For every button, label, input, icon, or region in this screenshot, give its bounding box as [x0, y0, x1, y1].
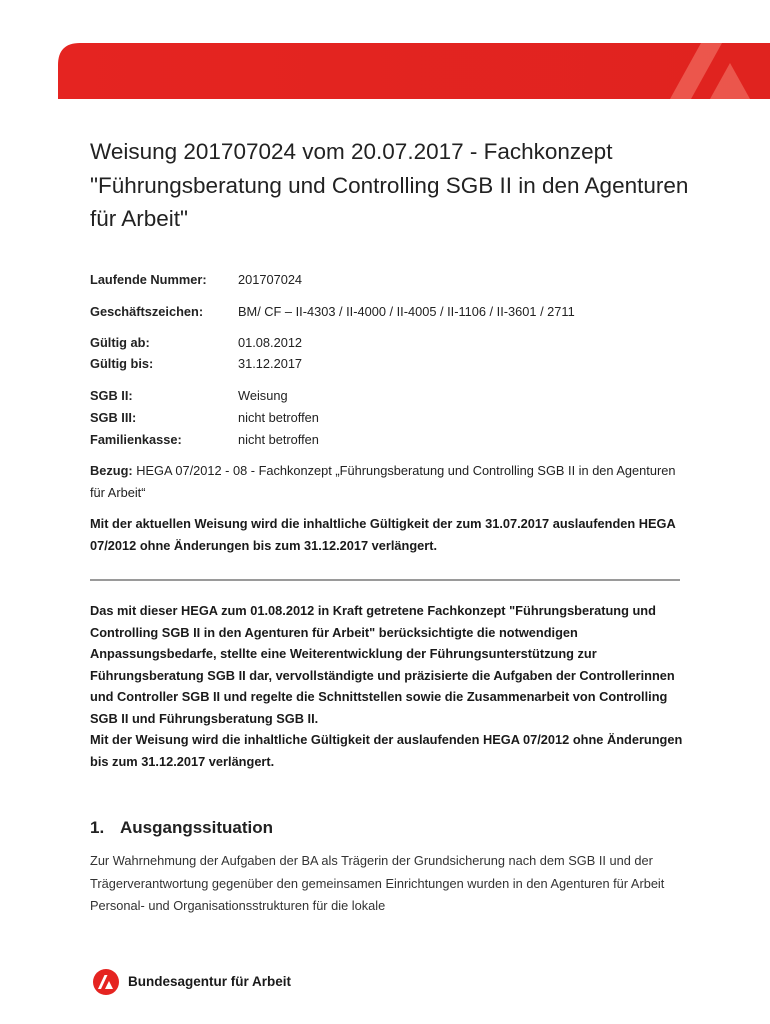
validity-note: Mit der aktuellen Weisung wird die inhaltliche Gültigkeit der zum 31.07.2017 auslaufenden HEGA 07/2012 ohne Änderungen bis zum 31.12.2017 verlängert. — [90, 516, 676, 553]
meta-value: 31.12.2017 — [238, 356, 303, 371]
bezug-text: HEGA 07/2012 - 08 - Fachkonzept „Führungsberatung und Controlling SGB II in den Agenturen für Arbeit“ — [90, 463, 676, 500]
section-heading — [90, 818, 273, 838]
meta-label: Familienkasse: — [90, 432, 182, 447]
brand-name: Bundesagentur für Arbeit — [128, 974, 292, 989]
meta-label: Gültig bis: — [90, 356, 154, 371]
meta-value: Weisung — [238, 388, 288, 403]
summary-paragraph: Das mit dieser HEGA zum 01.08.2012 in Kraft getretene Fachkonzept "Führungsberatung und Controlling SGB II in den Agenturen für Arbeit" berücksichtigte die notwendigen Anpassungsbedarfe, stellte eine Weiterentwicklung der Führungsunterstützung zur Führungsberatung SGB II dar, vervollständigte und präzisierte die Aufgaben der Controllerinnen und Controller SGB II und regelte die Schnittstellen sowie die Zusammenarbeit von Controlling SGB II und Führungsberatung SGB II. — [90, 603, 675, 726]
meta-value: nicht betroffen — [238, 410, 319, 425]
meta-label: Laufende Nummer: — [90, 272, 207, 287]
meta-label: SGB II: — [90, 388, 133, 403]
meta-value: nicht betroffen — [238, 432, 319, 447]
meta-label: Gültig ab: — [90, 335, 150, 350]
meta-value: 01.08.2012 — [238, 335, 303, 350]
summary-paragraph: Mit der Weisung wird die inhaltliche Gültigkeit der auslaufenden HEGA 07/2012 ohne Änderungen bis zum 31.12.2017 verlängert. — [90, 732, 683, 769]
section-number: 1. — [90, 818, 105, 837]
section-title: Ausgangssituation — [120, 818, 274, 837]
meta-label: SGB III: — [90, 410, 137, 425]
header-banner — [58, 43, 770, 99]
footer-logo — [92, 968, 352, 998]
meta-value: BM/ CF – II-4303 / II-4000 / II-4005 / II-1106 / II-3601 / 2711 — [238, 304, 575, 319]
ba-logo-icon — [92, 968, 120, 996]
meta-label: Geschäftszeichen: — [90, 304, 204, 319]
bezug-reference — [90, 460, 690, 504]
section-divider — [90, 579, 680, 581]
meta-value: 201707024 — [238, 272, 303, 287]
document-title: Weisung 201707024 vom 20.07.2017 - Fachkonzept "Führungsberatung und Controlling SGB II in den Agenturen für Arbeit" — [90, 139, 689, 231]
header-banner-shape — [58, 43, 770, 99]
bezug-label: Bezug: — [90, 463, 133, 478]
summary-block — [90, 600, 690, 772]
section-body: Zur Wahrnehmung der Aufgaben der BA als Trägerin der Grundsicherung nach dem SGB II und der Trägerverantwortung gegenüber den gemeinsamen Einrichtungen wurden in den Agenturen für Arbeit Personal- und Organisationsstrukturen für die lokale — [90, 853, 665, 913]
